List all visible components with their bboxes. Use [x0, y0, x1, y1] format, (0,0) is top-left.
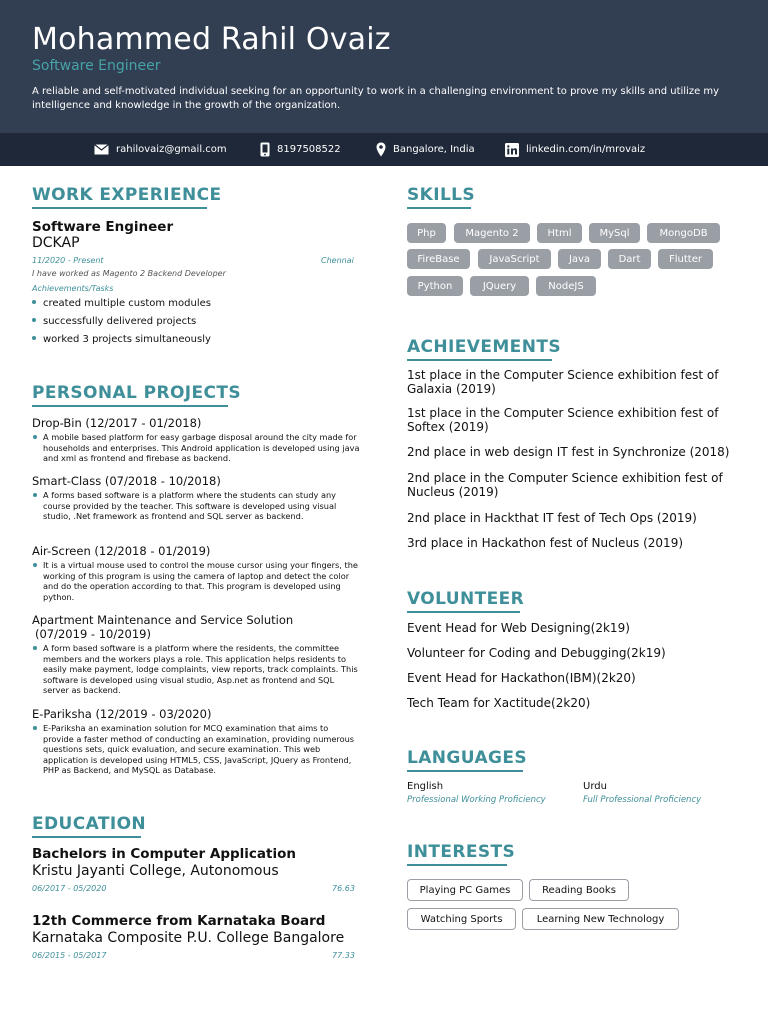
- project-title: Smart-Class (07/2018 - 10/2018): [32, 474, 221, 488]
- interests-heading: INTERESTS: [407, 842, 516, 862]
- job-description: I have worked as Magento 2 Backend Developer: [32, 269, 226, 278]
- education-score: 77.33: [332, 951, 355, 960]
- degree-title: 12th Commerce from Karnataka Board: [32, 913, 326, 929]
- achievements-heading: ACHIEVEMENTS: [407, 337, 561, 357]
- achievement-item: 2nd place in web design IT fest in Synchronize (2018): [407, 445, 730, 459]
- language-name: Urdu: [583, 781, 607, 792]
- section-divider: [407, 611, 520, 613]
- linkedin-text: linkedin.com/in/mrovaiz: [526, 144, 646, 155]
- education-score: 76.63: [332, 884, 355, 893]
- resume-header: [0, 0, 768, 133]
- section-divider: [32, 405, 228, 407]
- bullet-icon: [32, 336, 36, 340]
- interest-tag: Watching Sports: [407, 908, 516, 930]
- job-location: Chennai: [321, 256, 354, 265]
- skill-tag: Html: [537, 223, 582, 243]
- achievement-item: 1st place in the Computer Science exhibition fest of Softex (2019): [407, 406, 719, 434]
- education-dates: 06/2017 - 05/2020: [32, 884, 107, 893]
- section-divider: [407, 359, 552, 361]
- interest-tag: Learning New Technology: [522, 908, 679, 930]
- linkedin-icon: [505, 143, 519, 157]
- email-text: rahilovaiz@gmail.com: [116, 144, 227, 155]
- volunteer-item: Event Head for Web Designing(2k19): [407, 621, 630, 635]
- project-description: E-Pariksha an examination solution for MCQ examination that aims to provide a faster method of conducting an examination, providing numerous questions sets, quick evaluation, and secure examination. This web application is developed using HTML5, CSS, JavaScript, JQuery as Frontend, PHP as Backend, and MySQL as Database.: [43, 723, 355, 776]
- personal-projects-heading: PERSONAL PROJECTS: [32, 383, 242, 403]
- volunteer-item: Event Head for Hackathon(IBM)(2k20): [407, 671, 636, 685]
- language-name: English: [407, 781, 444, 792]
- achievement-item: 3rd place in Hackathon fest of Nucleus (2019): [407, 536, 684, 550]
- project-dates: (07/2019 - 10/2019): [35, 627, 151, 641]
- skill-tag: MySql: [589, 223, 640, 243]
- email-icon: [94, 144, 109, 155]
- job-title: Software Engineer: [32, 219, 174, 235]
- degree-title: Bachelors in Computer Application: [32, 846, 297, 862]
- list-item: worked 3 projects simultaneously: [32, 334, 211, 345]
- project-description: A mobile based platform for easy garbage disposal around the city made for households and enterprises. This Android application is developed using java and xml as frontend and firebase as backend.: [43, 432, 360, 464]
- volunteer-item: Tech Team for Xactitude(2k20): [407, 696, 591, 710]
- work-experience-heading: WORK EXPERIENCE: [32, 185, 222, 205]
- achievements-label: Achievements/Tasks: [32, 284, 114, 293]
- bullet-icon: [32, 318, 36, 322]
- interest-tag: Reading Books: [529, 879, 629, 901]
- project-title: Drop-Bin (12/2017 - 01/2018): [32, 416, 202, 430]
- volunteer-item: Volunteer for Coding and Debugging(2k19): [407, 646, 666, 660]
- project-description: A forms based software is a platform where the students can study any course provided by the teacher. This software is developed using visual studio, .Net framework as frontend and SQL server as backend.: [43, 490, 337, 522]
- section-divider: [407, 864, 507, 866]
- skill-tag: Flutter: [658, 249, 713, 269]
- section-divider: [407, 770, 523, 772]
- skill-tag: Dart: [608, 249, 651, 269]
- project-title: Air-Screen (12/2018 - 01/2019): [32, 544, 211, 558]
- list-item: created multiple custom modules: [32, 298, 211, 309]
- skill-tag: Java: [558, 249, 601, 269]
- contact-bar: [0, 133, 768, 166]
- skills-heading: SKILLS: [407, 185, 476, 205]
- job-dates: 11/2020 - Present: [32, 256, 104, 265]
- summary-text: A reliable and self-motivated individual seeking for an opportunity to work in a challenging environment to prove my skills and utilize my intelligence and knowledge in the growth of the organization.: [32, 86, 720, 111]
- bullet-icon: [33, 646, 37, 650]
- skill-tag: Python: [407, 276, 463, 296]
- section-divider: [407, 207, 471, 209]
- achievement-item: 1st place in the Computer Science exhibition fest of Galaxia (2019): [407, 368, 719, 396]
- languages-heading: LANGUAGES: [407, 748, 528, 768]
- company-name: DCKAP: [32, 235, 80, 251]
- phone-icon: [260, 142, 270, 157]
- bullet-icon: [32, 300, 36, 304]
- bullet-icon: [33, 435, 37, 439]
- language-level: Professional Working Proficiency: [407, 795, 546, 805]
- skill-tag: Php: [407, 223, 446, 243]
- project-description: It is a virtual mouse used to control the mouse cursor using your fingers, the working of this program is using the camera of laptop and detect the color and do the operation according to that. This program is developed using python.: [43, 560, 358, 602]
- skill-tag: JavaScript: [478, 249, 551, 269]
- skill-tag: NodeJS: [536, 276, 596, 296]
- bullet-icon: [33, 563, 37, 567]
- education-heading: EDUCATION: [32, 814, 147, 834]
- achievement-item: 2nd place in Hackthat IT fest of Tech Ops (2019): [407, 511, 697, 525]
- contact-phone[interactable]: [260, 133, 341, 166]
- phone-text: 8197508522: [277, 144, 341, 155]
- school-name: Karnataka Composite P.U. College Bangalore: [32, 930, 345, 946]
- skill-tag: FireBase: [407, 249, 470, 269]
- education-dates: 06/2015 - 05/2017: [32, 951, 107, 960]
- candidate-title: Software Engineer: [32, 58, 161, 74]
- location-text: Bangalore, India: [393, 144, 475, 155]
- section-divider: [32, 207, 207, 209]
- skill-tag: MongoDB: [647, 223, 720, 243]
- volunteer-heading: VOLUNTEER: [407, 589, 525, 609]
- list-item: successfully delivered projects: [32, 316, 196, 327]
- location-pin-icon: [376, 142, 386, 157]
- contact-linkedin[interactable]: [505, 133, 645, 166]
- project-description: A form based software is a platform where the residents, the committee members and the workers plays a role. This application helps residents to easily make payment, lodge complaints, view reports, track complaints. This software is developed using visual studio, Asp.net as frontend and SQL server as backend.: [43, 643, 358, 696]
- skill-tag: JQuery: [470, 276, 529, 296]
- contact-email[interactable]: [94, 133, 227, 166]
- interest-tag: Playing PC Games: [407, 879, 523, 901]
- bullet-icon: [33, 726, 37, 730]
- section-divider: [32, 836, 141, 838]
- candidate-name: Mohammed Rahil Ovaiz: [32, 22, 391, 57]
- project-title: Apartment Maintenance and Service Solution: [32, 613, 294, 627]
- contact-location: [376, 133, 475, 166]
- bullet-icon: [33, 493, 37, 497]
- achievement-item: 2nd place in the Computer Science exhibition fest of Nucleus (2019): [407, 471, 723, 499]
- school-name: Kristu Jayanti College, Autonomous: [32, 863, 279, 879]
- project-title: E-Pariksha (12/2019 - 03/2020): [32, 707, 212, 721]
- language-level: Full Professional Proficiency: [583, 795, 702, 805]
- skill-tag: Magento 2: [454, 223, 530, 243]
